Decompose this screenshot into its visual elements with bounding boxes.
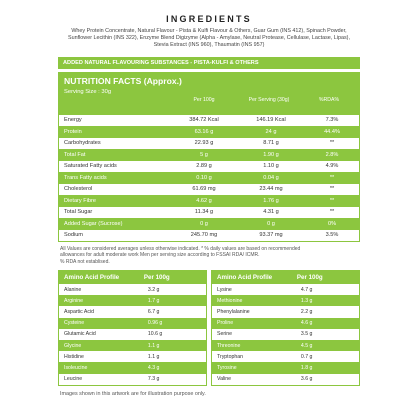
nutrient-name: Saturated Fatty acids	[64, 163, 117, 170]
footer-disclaimer: Images shown in this artwork are for illustration purpose only.	[60, 390, 206, 397]
amino-acid-name: Isoleucine	[64, 364, 88, 371]
nutrient-name: Added Sugar (Sucrose)	[64, 220, 123, 227]
amino-acid-name: Glutamic Acid	[64, 331, 96, 338]
nutrition-notes	[58, 246, 360, 265]
amino-acid-value: 0.96 g	[147, 320, 163, 327]
amino-acid-name: Histidine	[64, 353, 84, 360]
nutrition-facts-title: NUTRITION FACTS (Approx.)	[64, 75, 182, 86]
nutrient-name: Total Fat	[64, 151, 86, 158]
amino-acid-value: 4.5 g	[300, 342, 313, 349]
rda-value: **	[329, 197, 335, 204]
amino-acid-name: Arginine	[64, 297, 84, 304]
amino-row	[59, 329, 206, 340]
amino-acid-name: Alanine	[64, 286, 82, 293]
amino-acid-value: 0.7 g	[300, 353, 313, 360]
per-serving-value: 8.71 g	[263, 140, 279, 147]
amino-acid-value: 1.7 g	[147, 297, 160, 304]
amino-acid-name: Glycine	[64, 342, 82, 349]
amino-acid-name: Threonine	[217, 342, 241, 349]
amino-header-value: Per 100g	[143, 274, 170, 281]
amino-acid-value: 1.3 g	[300, 297, 313, 304]
nutrition-row	[59, 218, 359, 230]
amino-row	[59, 351, 206, 362]
per-100g-value: 0 g	[200, 220, 208, 227]
amino-acid-value: 2.2 g	[300, 308, 313, 315]
nutrition-facts-header	[59, 73, 359, 115]
nutrition-row	[59, 161, 359, 173]
amino-acid-value: 3.6 g	[300, 376, 313, 383]
nutrient-name: Energy	[64, 117, 82, 124]
nutrient-name: Protein	[64, 128, 82, 135]
amino-header-value: Per 100g	[296, 274, 323, 281]
nutrient-name: Carbohydrates	[64, 140, 101, 147]
amino-header	[59, 271, 206, 284]
amino-acid-name: Phenylalanine	[217, 308, 250, 315]
per-serving-value: 93.37 mg	[259, 232, 283, 239]
nutrition-row	[59, 184, 359, 196]
per-100g-value: 5 g	[200, 151, 208, 158]
nutrient-name: Dietary Fibre	[64, 197, 97, 204]
nutrition-row	[59, 230, 359, 242]
amino-acid-value: 4.6 g	[300, 320, 313, 327]
per-100g-value: 245.70 mg	[190, 232, 218, 239]
amino-acid-name: Leucine	[64, 376, 83, 383]
per-100g-value: 0.10 g	[196, 174, 212, 181]
per-100g-value: 4.62 g	[196, 197, 212, 204]
amino-acid-name: Serine	[217, 331, 232, 338]
nutrition-row	[59, 195, 359, 207]
amino-row	[212, 351, 359, 362]
amino-acid-name: Lysine	[217, 286, 232, 293]
amino-row	[212, 329, 359, 340]
amino-header	[212, 271, 359, 284]
amino-acid-name: Valine	[217, 376, 232, 383]
per-serving-value: 24 g	[265, 128, 277, 135]
amino-acid-value: 10.6 g	[147, 331, 163, 338]
nutrition-row	[59, 138, 359, 150]
col-per-serving: Per Serving (30g)	[248, 96, 290, 103]
per-serving-value: 1.76 g	[263, 197, 279, 204]
rda-value: 3.5%	[325, 232, 339, 239]
amino-acid-value: 3.5 g	[300, 331, 313, 338]
col-rda: %RDA%	[318, 96, 340, 103]
amino-row	[212, 306, 359, 317]
col-per-100g: Per 100g	[193, 96, 215, 103]
nutrient-name: Total Sugar	[64, 209, 93, 216]
amino-acid-value: 1.1 g	[147, 353, 160, 360]
nutrition-row	[59, 115, 359, 127]
per-100g-value: 61.69 mg	[192, 186, 216, 193]
nutrition-row	[59, 126, 359, 138]
per-serving-value: 23.44 mg	[259, 186, 283, 193]
nutrient-name: Trans Fatty acids	[64, 174, 107, 181]
rda-value: **	[329, 186, 335, 193]
amino-acid-name: Tyrosine	[217, 364, 237, 371]
per-100g-value: 22.93 g	[194, 140, 214, 147]
per-serving-value: 146.19 Kcal	[256, 117, 286, 124]
amino-table-left	[58, 270, 207, 386]
nutrition-row	[59, 149, 359, 161]
amino-row	[212, 374, 359, 385]
amino-rows-right	[212, 284, 359, 385]
rda-value: 4.9%	[325, 163, 339, 170]
rda-value: 7.3%	[325, 117, 339, 124]
added-flavour-banner: ADDED NATURAL FLAVOURING SUBSTANCES - PISTA-KULFI & OTHERS	[58, 57, 360, 69]
amino-acid-value: 4.3 g	[147, 364, 160, 371]
nutrition-rows	[59, 115, 359, 242]
amino-acid-name: Tryptophan	[217, 353, 244, 360]
amino-acid-name: Aspartic Acid	[64, 308, 94, 315]
note-line: allowances for adult moderate work Men per serving size according to FSSAI RDA/ ICMR.	[60, 252, 260, 259]
rda-value: 2.8%	[325, 151, 339, 158]
amino-acid-value: 1.1 g	[147, 342, 160, 349]
amino-table-right	[211, 270, 360, 386]
ingredients-title: INGREDIENTS	[166, 14, 252, 24]
rda-value: **	[329, 174, 335, 181]
amino-row	[59, 318, 206, 329]
note-line: % RDA not establised.	[60, 258, 110, 265]
per-100g-value: 384.72 Kcal	[189, 117, 219, 124]
amino-row	[59, 362, 206, 373]
per-serving-value: 0 g	[267, 220, 275, 227]
per-serving-value: 1.90 g	[263, 151, 279, 158]
amino-row	[59, 374, 206, 385]
nutrition-row	[59, 207, 359, 219]
amino-acid-value: 1.8 g	[300, 364, 313, 371]
amino-row	[212, 318, 359, 329]
amino-acid-value: 3.2 g	[147, 286, 160, 293]
nutrition-facts-table	[58, 72, 360, 243]
nutrition-row	[59, 172, 359, 184]
amino-row	[59, 306, 206, 317]
amino-header-name: Amino Acid Profile	[217, 274, 273, 281]
per-serving-value: 1.10 g	[263, 163, 279, 170]
serving-size: Serving Size : 30g	[64, 88, 112, 95]
amino-acid-name: Proline	[217, 320, 234, 327]
amino-rows-left	[59, 284, 206, 385]
amino-acid-value: 4.7 g	[300, 286, 313, 293]
amino-acid-name: Cysteine	[64, 320, 85, 327]
amino-row	[59, 295, 206, 306]
per-serving-value: 0.04 g	[263, 174, 279, 181]
per-100g-value: 2.89 g	[196, 163, 212, 170]
amino-row	[59, 340, 206, 351]
note-line: All Values are considered averages unless otherwise indicated. * % daily values are based on recommended	[60, 246, 301, 253]
amino-acid-name: Methionine	[217, 297, 243, 304]
per-serving-value: 4.31 g	[263, 209, 279, 216]
per-100g-value: 11.34 g	[194, 209, 214, 216]
ingredients-text: Whey Protein Concentrate, Natural Flavour - Pista & Kulfi Flavour & Others, Guar Gum (INS 412), Spinach Powder, Sunflower Lecithin (INS 322), Enzyme Blend Digizyme (Alpha - Amylase, Neutral Protease, Cellulase, Lactase, Lipas), Stevia Extract (INS 960), Thaumatin (INS 957)	[68, 28, 350, 49]
rda-value: 0%	[327, 220, 337, 227]
per-100g-value: 63.16 g	[194, 128, 214, 135]
amino-header-name: Amino Acid Profile	[64, 274, 120, 281]
amino-row	[212, 362, 359, 373]
amino-acid-section	[58, 270, 360, 386]
rda-value: **	[329, 140, 335, 147]
rda-value: 44.4%	[324, 128, 340, 135]
nutrient-name: Sodium	[64, 232, 83, 239]
amino-acid-value: 7.3 g	[147, 376, 160, 383]
amino-row	[212, 284, 359, 295]
amino-acid-value: 6.7 g	[147, 308, 160, 315]
rda-value: **	[329, 209, 335, 216]
label-page	[58, 14, 360, 397]
nutrient-name: Cholesterol	[64, 186, 93, 193]
amino-row	[212, 340, 359, 351]
amino-row	[212, 295, 359, 306]
amino-row	[59, 284, 206, 295]
